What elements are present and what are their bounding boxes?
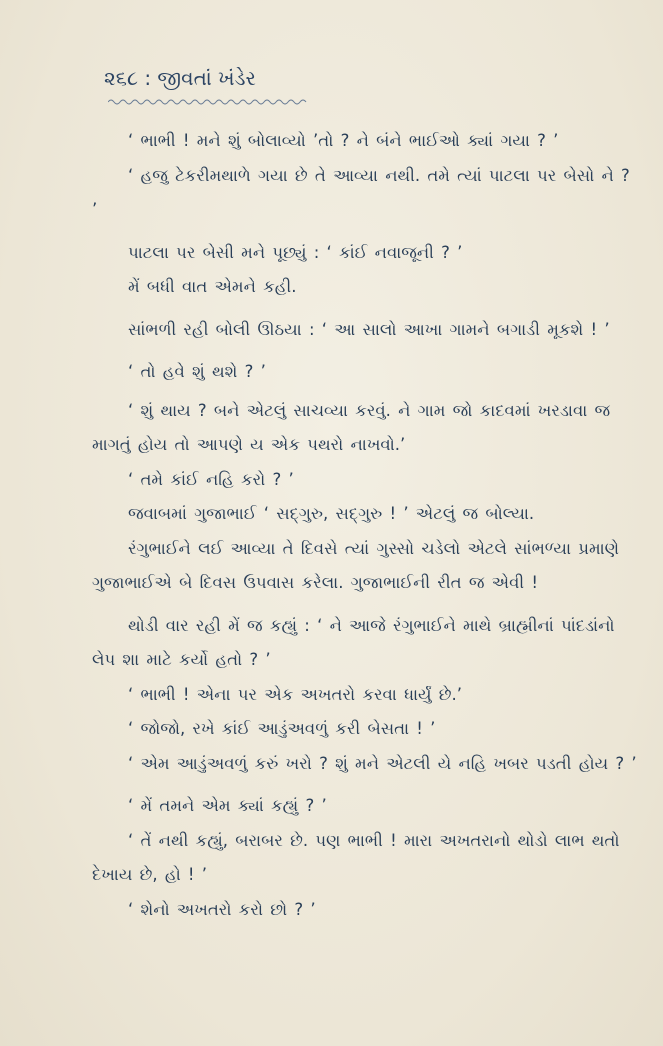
paragraph: ‘ શેનો અખતરો કરો છો ? ’ <box>128 899 316 919</box>
paragraph: ‘ શું થાય ? બને એટલું સાચવ્યા કરવું. ને ગામ જો કાદવમાં ખરડાવા જ માગતું હોય તો આપણે ય એક પથરો નાખવો.’ <box>92 400 611 454</box>
paragraph: જવાબમાં ગુજાભાઈ ‘ સદ્‌ગુરુ, સદ્‌ગુરુ ! ’ એટલું જ બોલ્યા. <box>128 504 535 523</box>
paragraph: ‘ જોજો, રખે કાંઈ આડુંઅવળું કરી બેસતા ! ’ <box>128 719 436 738</box>
paragraph: રંગુભાઈને લઈ આવ્યા તે દિવસે ત્યાં ગુસ્સો ચડેલો એટલે સાંભળ્યા પ્રમાણે ગુજાભાઈએ બે દિવસ ઉપવાસ કરેલા. ગુજાભાઈની રીત જ એવી ! <box>92 538 620 592</box>
page-number: ૨૬૮ <box>104 66 138 90</box>
header-separator: : <box>144 66 152 90</box>
paragraph: થોડી વાર રહી મેં જ કહ્યું : ‘ ને આજે રંગુભાઈને માથે બ્રાહ્મીનાં પાંદડાંનો લેપ શા માટે કર્યો હતો ? ’ <box>92 615 615 669</box>
decorative-squiggle-underline <box>108 96 308 106</box>
paragraph: ‘ તો હવે શું થશે ? ’ <box>128 362 266 381</box>
body-text <box>92 124 640 927</box>
paragraph: ‘ હજુ ટેકરીમથાળે ગયા છે તે આવ્યા નથી. તમે ત્યાં પાટલા પર બેસો ને ? ’ <box>92 165 630 219</box>
paragraph: ‘ ભાભી ! એના પર એક અખતરો કરવા ધાર્યું છે.’ <box>128 684 463 704</box>
paragraph: પાટલા પર બેસી મને પૂછ્યું : ‘ કાંઈ નવાજૂની ? ’ <box>128 242 463 262</box>
paragraph: મેં બધી વાત એમને કહી. <box>128 277 297 296</box>
paragraph: ‘ મેં તમને એમ ક્યાં કહ્યું ? ’ <box>128 796 327 815</box>
paragraph: સાંભળી રહી બોલી ઊઠયા : ‘ આ સાલો આખા ગામને બગાડી મૂકશે ! ’ <box>128 319 610 339</box>
running-title: જીવતાં ખંડેર <box>157 66 256 90</box>
page-header <box>104 66 256 90</box>
paragraph: ‘ ભાભી ! મને શું બોલાવ્યો ’તો ? ને બંને ભાઈઓ ક્યાં ગયા ? ’ <box>128 131 559 150</box>
paragraph: ‘ એમ આડુંઅવળું કરું ખરો ? શું મને એટલી યે નહિ ખબર પડતી હોય ? ’ <box>128 753 637 773</box>
paragraph: ‘ તેં નથી કહ્યું, બરાબર છે. પણ ભાભી ! મારા અખતરાનો થોડો લાભ થતો દેખાય છે, હો ! ’ <box>92 830 620 884</box>
paragraph: ‘ તમે કાંઈ નહિ કરો ? ’ <box>128 469 294 489</box>
